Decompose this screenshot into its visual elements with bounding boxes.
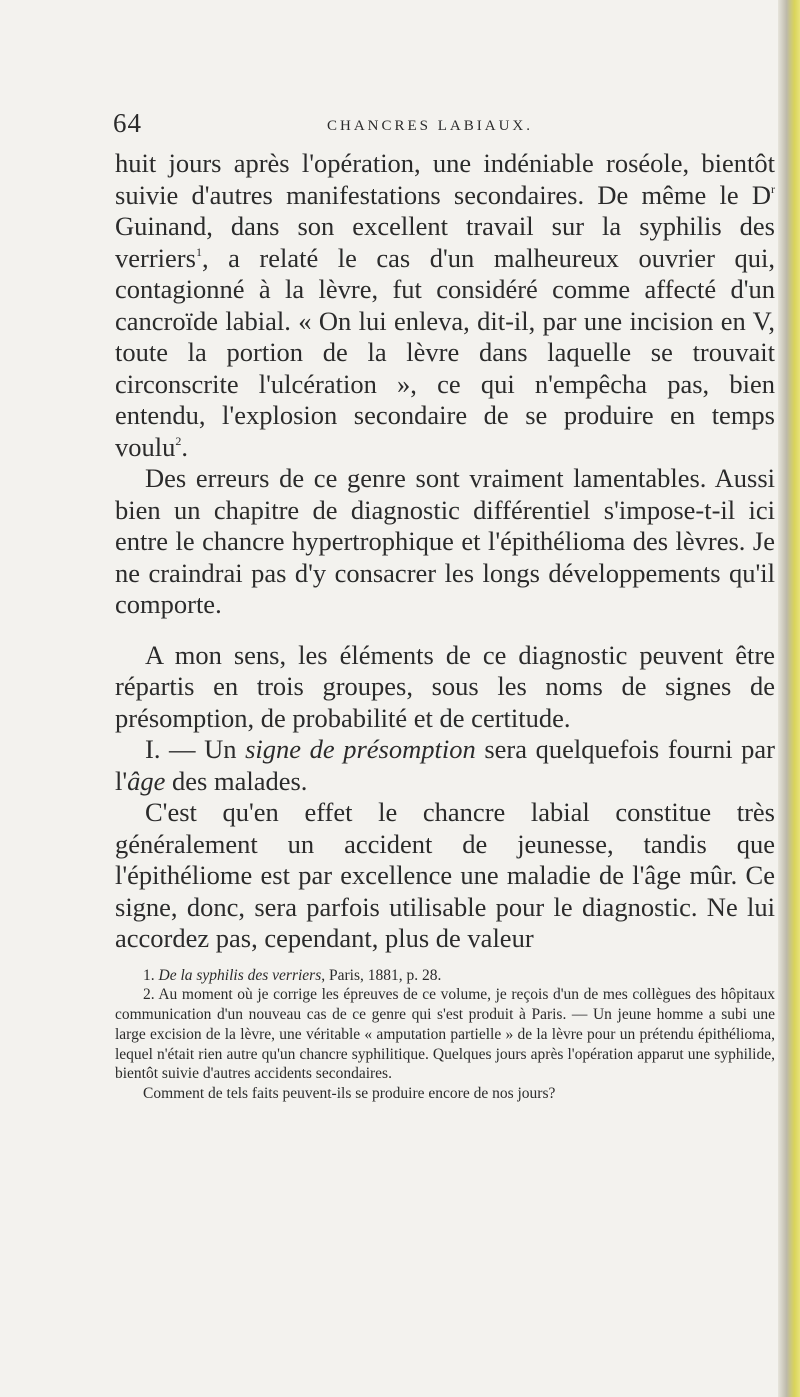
footnote-2-closing: Comment de tels faits peuvent-ils se produire encore de nos jours? xyxy=(143,1085,556,1103)
page-header xyxy=(115,108,775,148)
footnote-1-number: 1. xyxy=(143,966,159,984)
paragraph-1-part-d: . xyxy=(181,431,188,462)
body-text xyxy=(115,148,775,955)
paragraph-4 xyxy=(115,734,775,797)
book-page xyxy=(115,108,775,1104)
paragraph-4-part-a: I. — Un xyxy=(145,734,246,764)
running-title: CHANCRES LABIAUX. xyxy=(327,118,534,134)
age-emphasis: âge xyxy=(127,765,166,796)
footnote-2: 2. Au moment où je corrige les épreuves de ce volume, je reçois d'un de mes collègues des hôpitaux communication d'un nouveau cas de ce genre qui s'est produit à Paris. — Un jeune homme a subi une large excision de la lèvre, une véritable « amputation partielle » de la lèvre pour un prétendu épithélioma, lequel n'était rien autre qu'un chancre syphilitique. Quelques jours après l'opération apparut une syphilide, bientôt suivie d'autres accidents secondaires. xyxy=(115,986,775,1083)
paragraph-1-part-b: Guinand, dans son excellent travail sur la syphilis des verriers xyxy=(115,211,775,273)
paragraph-2: Des erreurs de ce genre sont vraiment lamentables. Aussi bien un chapitre de diagnostic différentiel s'impose-t-il ici entre le chancre hypertrophique et l'épithélioma des lèvres. Je ne craindrai pas d'y consacrer les longs développements qu'il comporte. xyxy=(115,463,775,619)
paragraph-4-part-b: sera quelquefois fourni par l' xyxy=(115,734,776,796)
footnote-ref-2[interactable]: 2 xyxy=(175,433,182,448)
footnote-1-title: De la syphilis des verriers xyxy=(158,966,322,984)
paragraph-4-part-c: des malades. xyxy=(165,765,308,796)
paragraph-1-part-a: huit jours après l'opération, une indéniable roséole, bientôt suivie d'autres manifestations secondaires. De même le D xyxy=(115,148,775,210)
page-edge xyxy=(778,0,800,1397)
doctor-abbrev-superscript: r xyxy=(771,181,775,196)
paragraph-3: A mon sens, les éléments de ce diagnostic peuvent être répartis en trois groupes, sous les noms de signes de présomption, de probabilité et de certitude. xyxy=(115,639,775,733)
footnotes xyxy=(115,966,775,1105)
paragraph-5: C'est qu'en effet le chancre labial constitue très généralement un accident de jeunesse, tandis que l'épithéliome est par excellence une maladie de l'âge mûr. Ce signe, donc, sera parfois utilisable pour le diagnostic. Ne lui accordez pas, cependant, plus de valeur xyxy=(115,797,775,953)
signe-presomption-emphasis: signe de présomption xyxy=(245,734,476,764)
paragraph-1-part-c: , a relaté le cas d'un malheureux ouvrier qui, contagionné à la lèvre, fut considéré comme affecté d'un cancroïde labial. « On lui enleva, dit-il, par une incision en V, toute la portion de la lèvre dans laquelle se trouvait circonscrite l'ulcération », ce qui n'empêcha pas, bien entendu, l'explosion secondaire de se produire en temps voulu xyxy=(115,242,775,462)
page-number: 64 xyxy=(113,108,142,138)
paragraph-1 xyxy=(115,148,775,463)
footnote-1-rest: , Paris, 1881, p. 28. xyxy=(321,966,442,984)
footnote-1 xyxy=(115,966,775,986)
footnote-ref-1[interactable]: 1 xyxy=(195,244,202,259)
